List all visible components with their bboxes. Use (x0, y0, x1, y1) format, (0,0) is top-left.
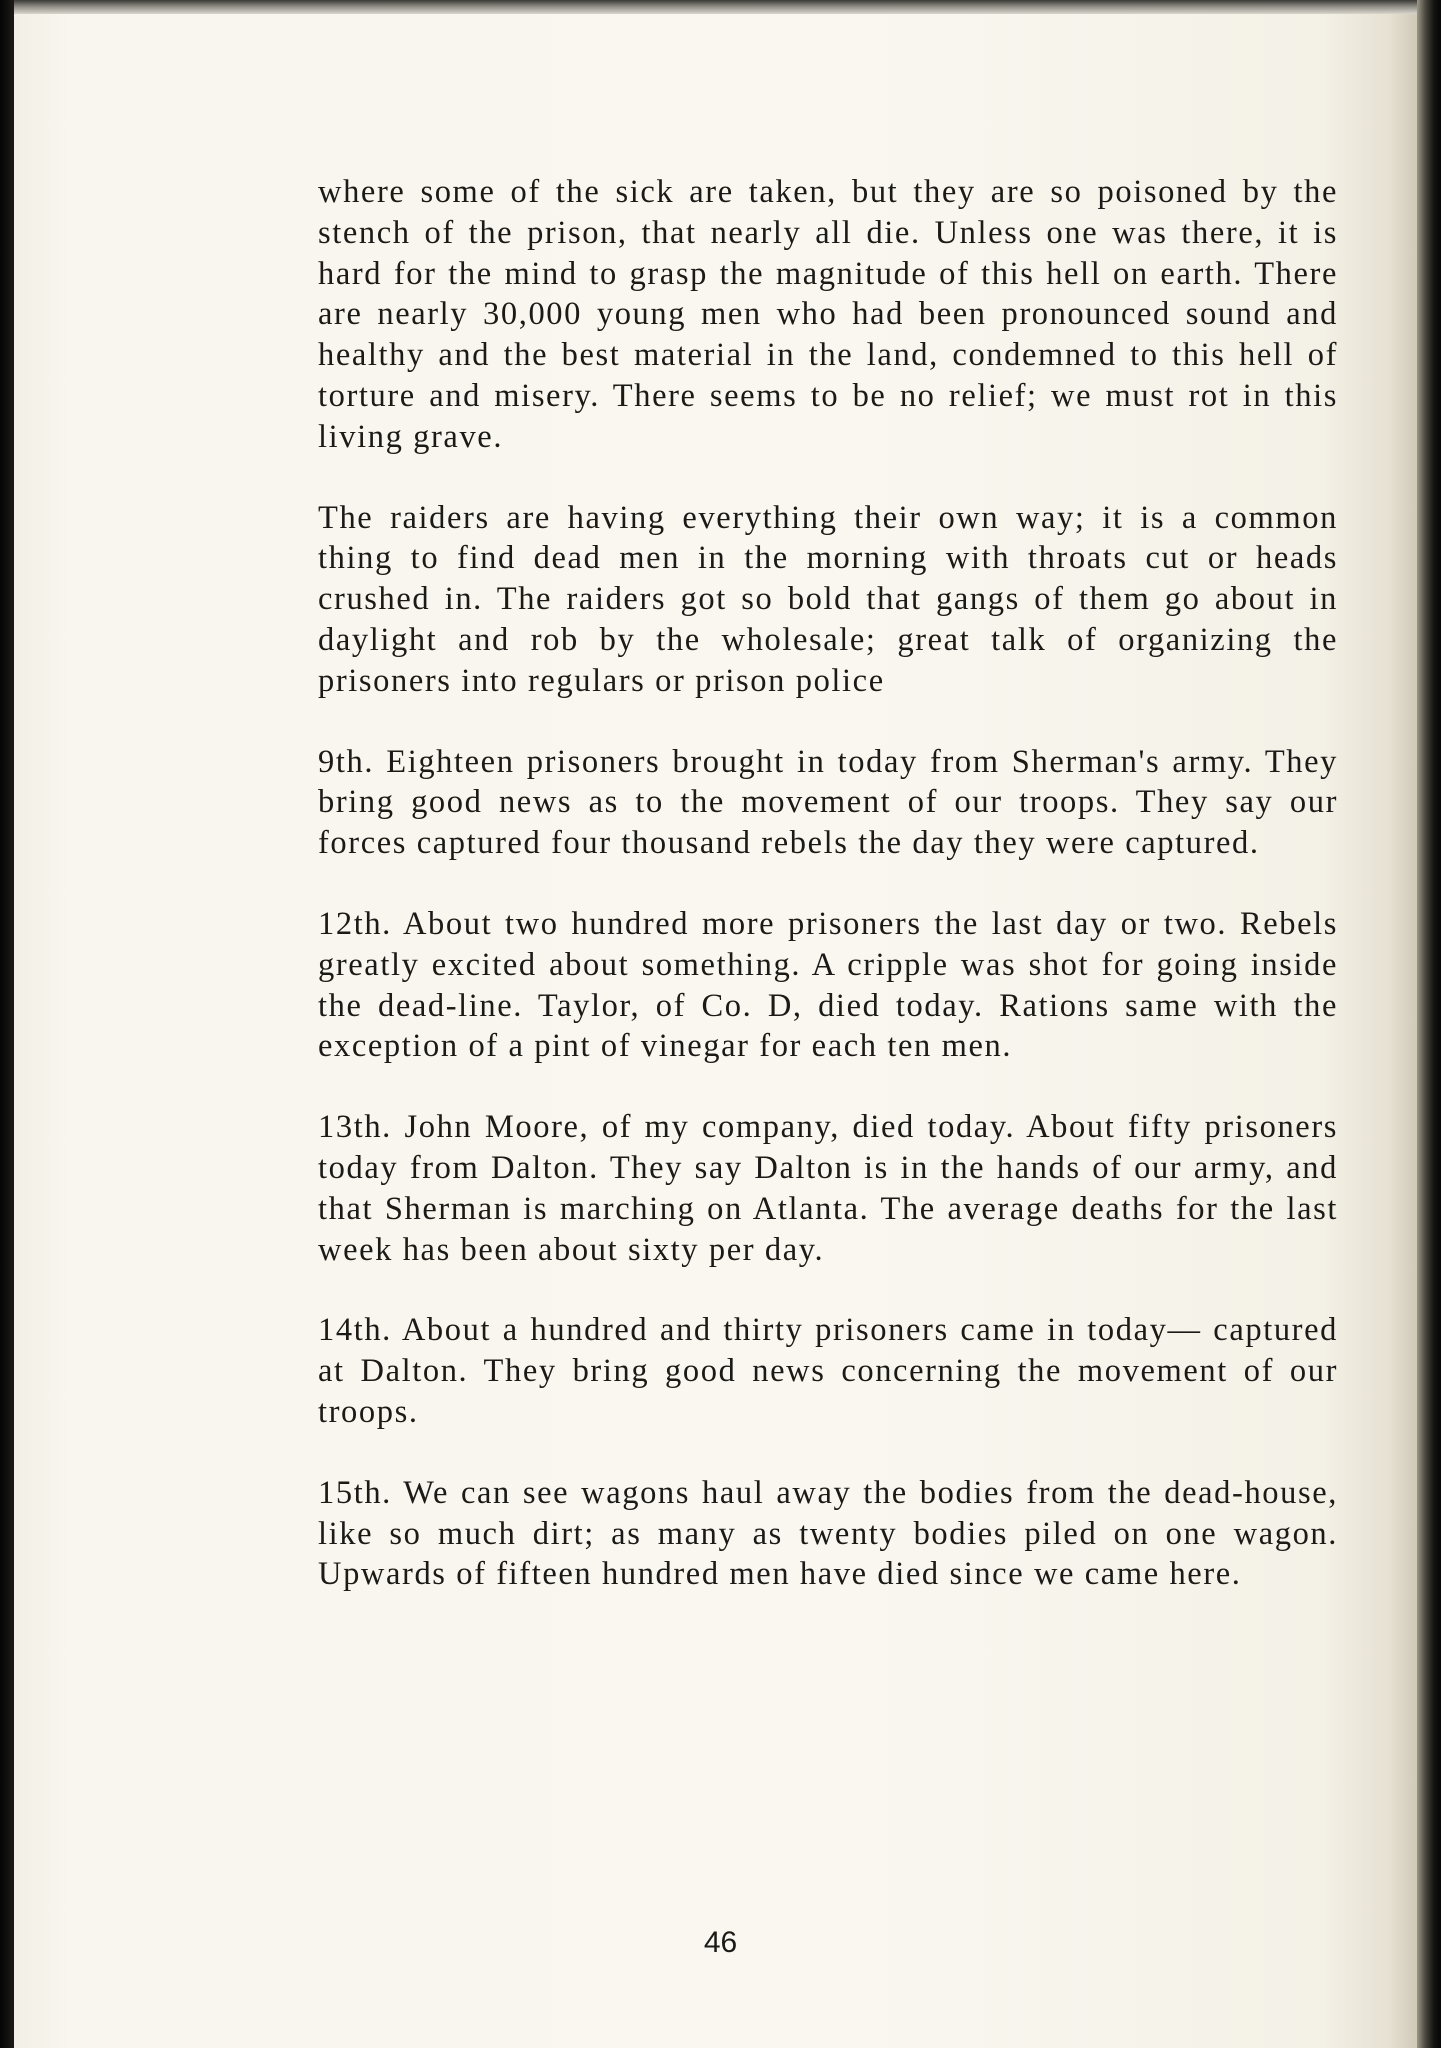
diary-entry-14th: 14th. About a hundred and thirty prisoners came in today— captured at Dalton. They bring good news concerning the movement of our troops. (318, 1312, 1338, 1430)
diary-entry-15th: 15th. We can see wagons haul away the bodies from the dead-house, like so much dirt; as many as twenty bodies piled on one wagon. Upwards of fifteen hundred men have died since we came here. (318, 1474, 1338, 1593)
diary-entry-12th: 12th. About two hundred more prisoners the last day or two. Rebels greatly excited about something. A cripple was shot for going inside the dead-line. Taylor, of Co. D, died today. Rations same with the exception of a pint of vinegar for each ten men. (318, 905, 1338, 1065)
diary-entry-9th: 9th. Eighteen prisoners brought in today from Sherman's army. They bring good news as to the movement of our troops. They say our forces captured four thousand rebels the day they were captured. (318, 743, 1338, 862)
page-number: 46 (703, 1926, 738, 1959)
paragraph: where some of the sick are taken, but they are so poisoned by the stench of the prison, that nearly all die. Unless one was there, it is hard for the mind to grasp the magnitude of this hell on earth. There are nearly 30,000 young men who had been pronounced sound and healthy and the best material in the land, condemned to this hell of torture and misery. There seems to be no relief; we must rot in this living grave. (318, 174, 1338, 455)
diary-entry-13th: 13th. John Moore, of my company, died today. About fifty prisoners today from Dalton. They say Dalton is in the hands of our army, and that Sherman is marching on Atlanta. The average deaths for the last week has been about sixty per day. (318, 1109, 1338, 1268)
page-top-edge (14, 0, 1417, 14)
book-spine-shadow (0, 0, 14, 2048)
page-right-edge (1417, 0, 1441, 2048)
page-body-text (318, 172, 1338, 1635)
paragraph: The raiders are having everything their own way; it is a common thing to find dead men in the morning with throats cut or heads crushed in. The raiders got so bold that gangs of them go about in daylight and rob by the wholesale; great talk of organizing the prisoners into regulars or prison police (318, 499, 1338, 699)
